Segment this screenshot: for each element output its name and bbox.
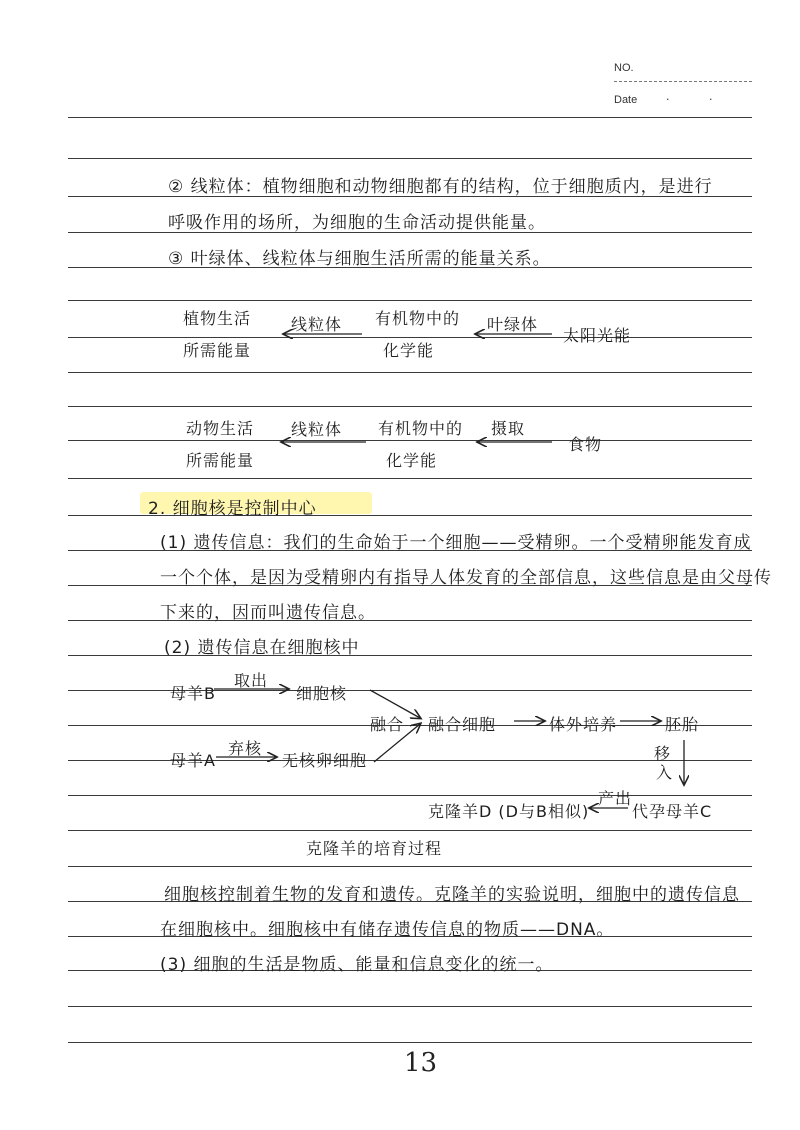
sheep-a-label: 母羊A [170,751,216,770]
diagram-caption: 克隆羊的培育过程 [306,839,443,858]
enucleated-egg-label: 无核卵细胞 [282,751,368,770]
header-no-label: NO. [614,62,634,74]
nucleus-label: 细胞核 [296,684,348,703]
header-date-label: Date [614,94,638,106]
implant-label-1: 移 [654,744,672,763]
section2-line: (1) 遗传信息：我们的生命始于一个细胞——受精卵。一个受精卵能发育成 [160,533,752,553]
give-birth-label: 产出 [598,789,633,808]
animal-arrow1-label: 线粒体 [291,420,343,439]
egg-to-fuse-arrow [374,724,420,762]
paragraph-line: ③ 叶绿体、线粒体与细胞生活所需的能量关系。 [168,249,551,269]
conclusion-line: (3) 细胞的生活是物质、能量和信息变化的统一。 [160,955,554,975]
plant-mid-line1: 有机物中的 [375,309,461,328]
animal-mid-line1: 有机物中的 [378,419,464,438]
plant-start: 太阳光能 [563,326,632,345]
sheep-b-label: 母羊B [170,684,216,703]
conclusion-line: 在细胞核中。细胞核中有储存遗传信息的物质——DNA。 [160,920,615,940]
section2-line: 一个个体，是因为受精卵内有指导人体发育的全部信息，这些信息是由父母传 [160,568,772,588]
clone-d-label: 克隆羊D (D与B相似) [428,802,590,821]
paragraph-line: 呼吸作用的场所，为细胞的生命活动提供能量。 [168,213,546,233]
culture-label: 体外培养 [549,715,618,734]
fused-cell-label: 融合细胞 [428,715,497,734]
header-date-dots: · · [666,93,731,106]
animal-start: 食物 [568,435,603,454]
embryo-label: 胚胎 [665,715,700,734]
surrogate-c-label: 代孕母羊C [632,802,713,821]
plant-end-line1: 植物生活 [183,309,252,328]
implant-label-2: 入 [656,763,674,782]
nucleus-to-fuse-arrow [370,690,420,718]
animal-mid-line2: 化学能 [386,451,438,470]
animal-arrow2-label: 摄取 [491,419,526,438]
animal-end-line2: 所需能量 [186,451,255,470]
plant-arrow2-label: 叶绿体 [487,315,539,334]
conclusion-line: 细胞核控制着生物的发育和遗传。克隆羊的实验说明，细胞中的遗传信息 [164,885,740,905]
remove-nucleus-label: 弃核 [228,739,263,758]
plant-mid-line2: 化学能 [383,341,435,360]
fuse-label: 融合 [370,715,405,734]
section2-heading: 2. 细胞核是控制中心 [148,499,317,519]
animal-end-line1: 动物生活 [186,419,255,438]
page-number: 13 [404,1048,438,1078]
plant-end-line2: 所需能量 [183,341,252,360]
plant-arrow1-label: 线粒体 [291,315,343,334]
section2-line: (2) 遗传信息在细胞核中 [164,638,360,658]
take-out-label: 取出 [234,671,269,690]
paragraph-line: ② 线粒体：植物细胞和动物细胞都有的结构，位于细胞质内，是进行 [168,177,713,197]
section2-line: 下来的，因而叫遗传信息。 [160,603,376,623]
